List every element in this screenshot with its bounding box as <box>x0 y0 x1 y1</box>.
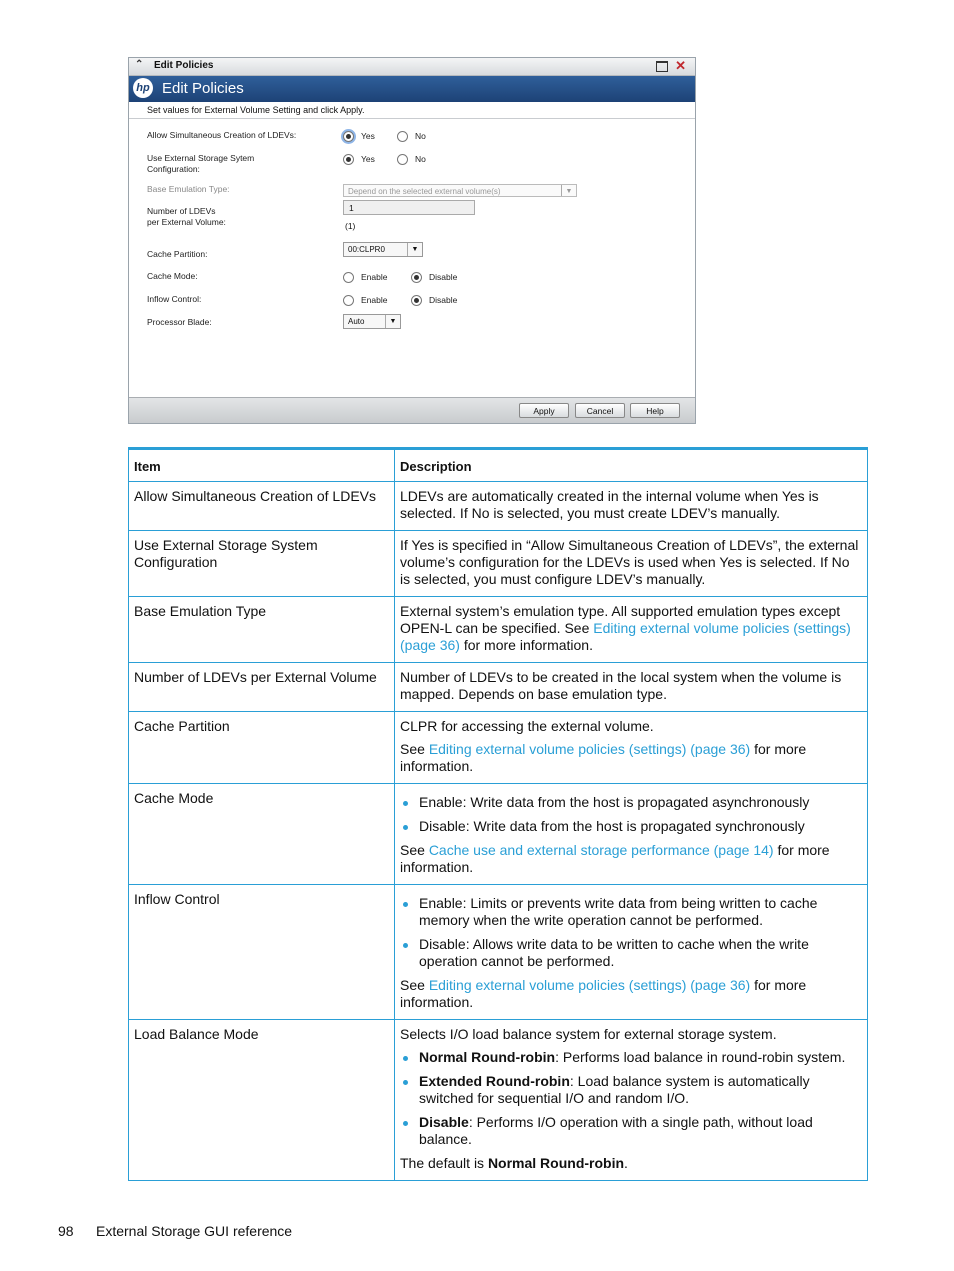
table-row <box>129 885 868 1020</box>
table-row <box>129 1020 868 1181</box>
processor-blade-value: Auto <box>348 317 365 326</box>
term-desc: : Performs load balance in round-robin system. <box>555 1049 846 1065</box>
cache-mode-enable-label: Enable <box>361 272 388 282</box>
ext-config-no-label: No <box>415 154 426 164</box>
header-item: Item <box>129 449 395 482</box>
simultaneous-no-radio[interactable] <box>397 131 408 142</box>
row-item: Inflow Control <box>129 885 395 1020</box>
cancel-button[interactable]: Cancel <box>575 403 625 418</box>
row-item: Allow Simultaneous Creation of LDEVs <box>129 482 395 531</box>
dialog-banner <box>129 76 695 102</box>
cache-mode-disable-radio[interactable] <box>411 272 422 283</box>
cross-reference-link[interactable]: Cache use and external storage performance (page 14) <box>428 842 774 858</box>
table-row <box>129 784 868 885</box>
instruction-text: Set values for External Volume Setting and click Apply. <box>129 102 695 119</box>
collapse-icon[interactable]: ⌃ <box>135 59 144 70</box>
cache-mode-enable-radio[interactable] <box>343 272 354 283</box>
table-row <box>129 531 868 597</box>
list-item: Enable: Limits or prevents write data from being written to cache memory when the write operation cannot be performed. <box>400 895 862 929</box>
cross-reference-link[interactable]: Editing external volume policies (settings) (page 36) <box>428 977 751 993</box>
simultaneous-label: Allow Simultaneous Creation of LDEVs: <box>147 130 297 140</box>
row-item: Base Emulation Type <box>129 597 395 663</box>
num-ldevs-input[interactable]: 1 <box>343 200 475 215</box>
desc-paragraph <box>400 977 862 1011</box>
row-item: Load Balance Mode <box>129 1020 395 1181</box>
list-item: Disable: Write data from the host is propagated synchronously <box>400 818 862 835</box>
list-item <box>400 1049 862 1066</box>
inflow-disable-label: Disable <box>429 295 458 305</box>
row-description <box>395 784 868 885</box>
ext-config-label-line1: Use External Storage Sytem <box>147 153 255 163</box>
bullet-list <box>400 1049 862 1148</box>
reference-table <box>128 447 868 1181</box>
desc-text: for more information. <box>400 741 807 774</box>
list-item <box>400 1114 862 1148</box>
row-description <box>395 885 868 1020</box>
window-titlebar <box>129 58 695 76</box>
edit-policies-dialog <box>128 57 696 424</box>
term: Normal Round-robin <box>487 1155 625 1171</box>
list-item: Enable: Write data from the host is propagated asynchronously <box>400 794 862 811</box>
emulation-select-value: Depend on the selected external volume(s) <box>348 187 501 196</box>
row-description: Number of LDEVs to be created in the local system when the volume is mapped. Depends on base emulation type. <box>395 663 868 712</box>
desc-text: See <box>400 741 429 757</box>
row-description: If Yes is specified in “Allow Simultaneous Creation of LDEVs”, the external volume’s configuration for the LDEVs is used when Yes is selected. If No is selected, you must configure LDEV’s manually. <box>395 531 868 597</box>
row-item: Cache Partition <box>129 712 395 784</box>
chevron-down-icon: ▼ <box>407 243 422 256</box>
desc-paragraph <box>400 842 862 876</box>
emulation-select[interactable] <box>343 184 577 197</box>
simultaneous-yes-label: Yes <box>361 131 375 141</box>
desc-paragraph: Selects I/O load balance system for external storage system. <box>400 1026 777 1042</box>
banner-title: Edit Policies <box>162 80 244 97</box>
row-item: Cache Mode <box>129 784 395 885</box>
simultaneous-yes-radio[interactable] <box>343 131 354 142</box>
ext-config-yes-radio[interactable] <box>343 154 354 165</box>
simultaneous-no-label: No <box>415 131 426 141</box>
desc-text: for more information. <box>400 842 830 875</box>
inflow-disable-radio[interactable] <box>411 295 422 306</box>
apply-button[interactable]: Apply <box>519 403 569 418</box>
cache-partition-label: Cache Partition: <box>147 249 208 259</box>
desc-text: See <box>400 842 429 858</box>
close-icon[interactable]: ✕ <box>675 58 686 73</box>
table-row <box>129 597 868 663</box>
processor-blade-label: Processor Blade: <box>147 317 212 327</box>
row-item: Number of LDEVs per External Volume <box>129 663 395 712</box>
desc-text: The default is <box>400 1155 488 1171</box>
term: Extended Round-robin <box>419 1073 570 1089</box>
help-button[interactable]: Help <box>630 403 680 418</box>
section-title: External Storage GUI reference <box>96 1223 293 1239</box>
maximize-icon[interactable] <box>656 61 668 72</box>
cross-reference-link[interactable]: Editing external volume policies (settings) (page 36) <box>400 620 851 653</box>
bullet-list <box>400 794 862 835</box>
row-description <box>395 1020 868 1181</box>
table-row <box>129 482 868 531</box>
desc-paragraph <box>400 1155 862 1172</box>
table-header-row <box>129 449 868 482</box>
bullet-list <box>400 895 862 970</box>
num-ldevs-label <box>147 206 226 228</box>
window-title: Edit Policies <box>154 60 214 71</box>
desc-paragraph <box>400 741 862 775</box>
header-description: Description <box>395 449 868 482</box>
desc-text: for more information. <box>459 637 593 653</box>
processor-blade-select[interactable] <box>343 314 401 329</box>
inflow-enable-label: Enable <box>361 295 388 305</box>
inflow-label: Inflow Control: <box>147 294 202 304</box>
cross-reference-link[interactable]: Editing external volume policies (settings) (page 36) <box>428 741 751 757</box>
cache-partition-select[interactable] <box>343 242 423 257</box>
desc-text: See <box>400 977 429 993</box>
row-item: Use External Storage System Configuration <box>129 531 395 597</box>
num-ldevs-label-line1: Number of LDEVs <box>147 206 216 216</box>
inflow-enable-radio[interactable] <box>343 295 354 306</box>
page-number: 98 <box>58 1223 74 1239</box>
ext-config-no-radio[interactable] <box>397 154 408 165</box>
cache-mode-disable-label: Disable <box>429 272 458 282</box>
hp-logo-icon: hp <box>133 78 153 98</box>
cache-partition-value: 00:CLPR0 <box>348 245 385 254</box>
cache-mode-label: Cache Mode: <box>147 271 198 281</box>
ext-config-label <box>147 153 254 175</box>
desc-text: . <box>624 1155 628 1171</box>
desc-text: for more information. <box>400 977 807 1010</box>
num-ldevs-label-line2: per External Volume: <box>147 217 226 227</box>
num-ldevs-hint: (1) <box>345 221 356 231</box>
table-row <box>129 663 868 712</box>
term-desc: : Performs I/O operation with a single path, without load balance. <box>419 1114 813 1147</box>
row-description: LDEVs are automatically created in the internal volume when Yes is selected. If No is selected, you must create LDEV’s manually. <box>395 482 868 531</box>
desc-text: External system’s emulation type. All supported emulation types except OPEN-L can be specified. See <box>400 603 841 636</box>
emulation-label: Base Emulation Type: <box>147 184 230 194</box>
dialog-footer <box>129 397 695 423</box>
row-description <box>395 712 868 784</box>
table-row <box>129 712 868 784</box>
list-item: Disable: Allows write data to be written to cache when the write operation cannot be performed. <box>400 936 862 970</box>
ext-config-yes-label: Yes <box>361 154 375 164</box>
list-item <box>400 1073 862 1107</box>
ext-config-label-line2: Configuration: <box>147 164 200 174</box>
term: Normal Round-robin <box>419 1049 556 1065</box>
term: Disable <box>419 1114 469 1130</box>
policy-form <box>129 119 695 387</box>
chevron-down-icon: ▼ <box>385 315 400 328</box>
row-description <box>395 597 868 663</box>
chevron-down-icon: ▼ <box>561 185 576 196</box>
term-desc: : Load balance system is automatically switched for sequential I/O and random I/O. <box>419 1073 810 1106</box>
desc-paragraph: CLPR for accessing the external volume. <box>400 718 654 734</box>
